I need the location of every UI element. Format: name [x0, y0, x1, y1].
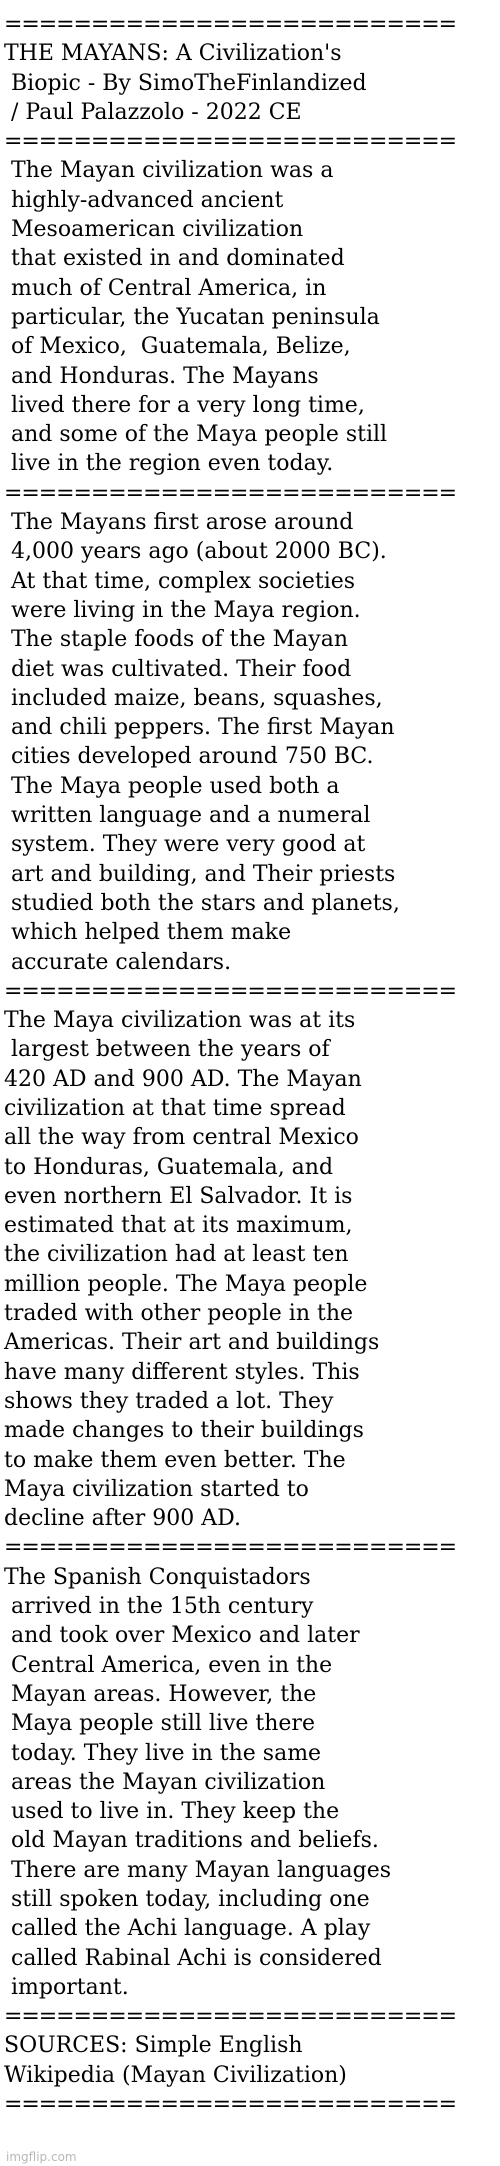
paragraph-line: At that time, complex societies	[4, 568, 356, 594]
paragraph-line: particular, the Yucatan peninsula	[4, 304, 380, 330]
paragraph-line: The Mayans first arose around	[4, 510, 354, 536]
paragraph-line: which helped them make	[4, 920, 292, 946]
paragraph-line: accurate calendars.	[4, 949, 232, 975]
title-line: THE MAYANS: A Civilization's	[4, 41, 342, 67]
paragraph-line: system. They were very good at	[4, 832, 366, 858]
title-line: / Paul Palazzolo - 2022 CE	[4, 99, 302, 125]
paragraph-line: called Rabinal Achi is considered	[4, 1945, 382, 1971]
paragraph-line: Maya civilization started to	[4, 1476, 309, 1502]
paragraph-line: Maya people still live there	[4, 1711, 315, 1737]
section-conquest	[4, 1563, 496, 2002]
paragraph-line: There are many Mayan languages	[4, 1857, 392, 1883]
paragraph-line: Mayan areas. However, the	[4, 1681, 317, 1707]
paragraph-line: The Spanish Conquistadors	[4, 1564, 311, 1590]
section-origins	[4, 508, 496, 977]
paragraph-line: Central America, even in the	[4, 1652, 333, 1678]
paragraph-line: 4,000 years ago (about 2000 BC).	[4, 539, 387, 565]
paragraph-line: all the way from central Mexico	[4, 1125, 359, 1151]
paragraph-line: The Maya people used both a	[4, 773, 340, 799]
section-peak	[4, 1006, 496, 1533]
paragraph-line: million people. The Maya people	[4, 1271, 368, 1297]
paragraph-line: 420 AD and 900 AD. The Mayan	[4, 1066, 362, 1092]
paragraph-line: even northern El Salvador. It is	[4, 1183, 353, 1209]
divider-line: ==========================	[4, 978, 456, 1004]
paragraph-line: highly-advanced ancient	[4, 187, 284, 213]
paragraph-line: lived there for a very long time,	[4, 392, 365, 418]
paragraph-line: shows they traded a lot. They	[4, 1388, 334, 1414]
paragraph-line: cities developed around 750 BC.	[4, 744, 374, 770]
paragraph-line: used to live in. They keep the	[4, 1799, 340, 1825]
paragraph-line: that existed in and dominated	[4, 246, 345, 272]
paragraph-line: live in the region even today.	[4, 451, 334, 477]
paragraph-line: Mesoamerican civilization	[4, 217, 304, 243]
paragraph-line: art and building, and Their priests	[4, 861, 396, 887]
paragraph-line: Americas. Their art and buildings	[4, 1330, 380, 1356]
paragraph-line: today. They live in the same	[4, 1740, 322, 1766]
paragraph-line: to Honduras, Guatemala, and	[4, 1154, 334, 1180]
paragraph-line: still spoken today, including one	[4, 1887, 370, 1912]
paragraph-line: much of Central America, in	[4, 275, 327, 301]
divider-line: ==========================	[4, 2004, 456, 2030]
sources-line: SOURCES: Simple English	[4, 2033, 303, 2059]
title-line: Biopic - By SimoTheFinlandized	[4, 70, 367, 96]
paragraph-line: and took over Mexico and later	[4, 1623, 360, 1649]
paragraph-line: the civilization had at least ten	[4, 1242, 349, 1268]
paragraph-line: diet was cultivated. Their food	[4, 656, 352, 682]
paragraph-line: to make them even better. The	[4, 1447, 346, 1473]
paragraph-line: The Maya civilization was at its	[4, 1008, 356, 1034]
paragraph-line: written language and a numeral	[4, 803, 371, 829]
divider-line: ==========================	[4, 12, 456, 37]
paragraph-line: traded with other people in the	[4, 1301, 354, 1327]
paragraph-line: called the Achi language. A play	[4, 1916, 371, 1942]
divider-line: ==========================	[4, 480, 456, 506]
section-sources	[4, 2031, 496, 2090]
title-block	[4, 39, 496, 127]
section-intro	[4, 156, 496, 478]
divider-line: ==========================	[4, 2092, 456, 2118]
paragraph-line: important.	[4, 1974, 129, 2000]
paragraph-line: arrived in the 15th century	[4, 1594, 314, 1620]
paragraph-line: civilization at that time spread	[4, 1095, 346, 1121]
paragraph-line: estimated that at its maximum,	[4, 1213, 353, 1239]
paragraph-line: old Mayan traditions and beliefs.	[4, 1828, 379, 1854]
divider-line: ==========================	[4, 129, 456, 155]
imgflip-watermark: imgflip.com	[6, 2150, 77, 2164]
paragraph-line: were living in the Maya region.	[4, 597, 361, 623]
paragraph-line: included maize, beans, squashes,	[4, 685, 383, 711]
paragraph-line: The staple foods of the Mayan	[4, 627, 348, 653]
paragraph-line: The Mayan civilization was a	[4, 158, 334, 184]
meme-text-document	[4, 10, 496, 2119]
divider-line: ==========================	[4, 1535, 456, 1561]
paragraph-line: and chili peppers. The first Mayan	[4, 715, 395, 741]
sources-line: Wikipedia (Mayan Civilization)	[4, 2062, 347, 2088]
paragraph-line: largest between the years of	[4, 1037, 330, 1063]
paragraph-line: made changes to their buildings	[4, 1418, 364, 1444]
paragraph-line: have many different styles. This	[4, 1359, 360, 1385]
paragraph-line: of Mexico, Guatemala, Belize,	[4, 334, 351, 360]
paragraph-line: and Honduras. The Mayans	[4, 363, 319, 389]
paragraph-line: studied both the stars and planets,	[4, 890, 400, 916]
paragraph-line: and some of the Maya people still	[4, 422, 388, 448]
paragraph-line: decline after 900 AD.	[4, 1506, 242, 1532]
paragraph-line: areas the Mayan civilization	[4, 1769, 326, 1795]
